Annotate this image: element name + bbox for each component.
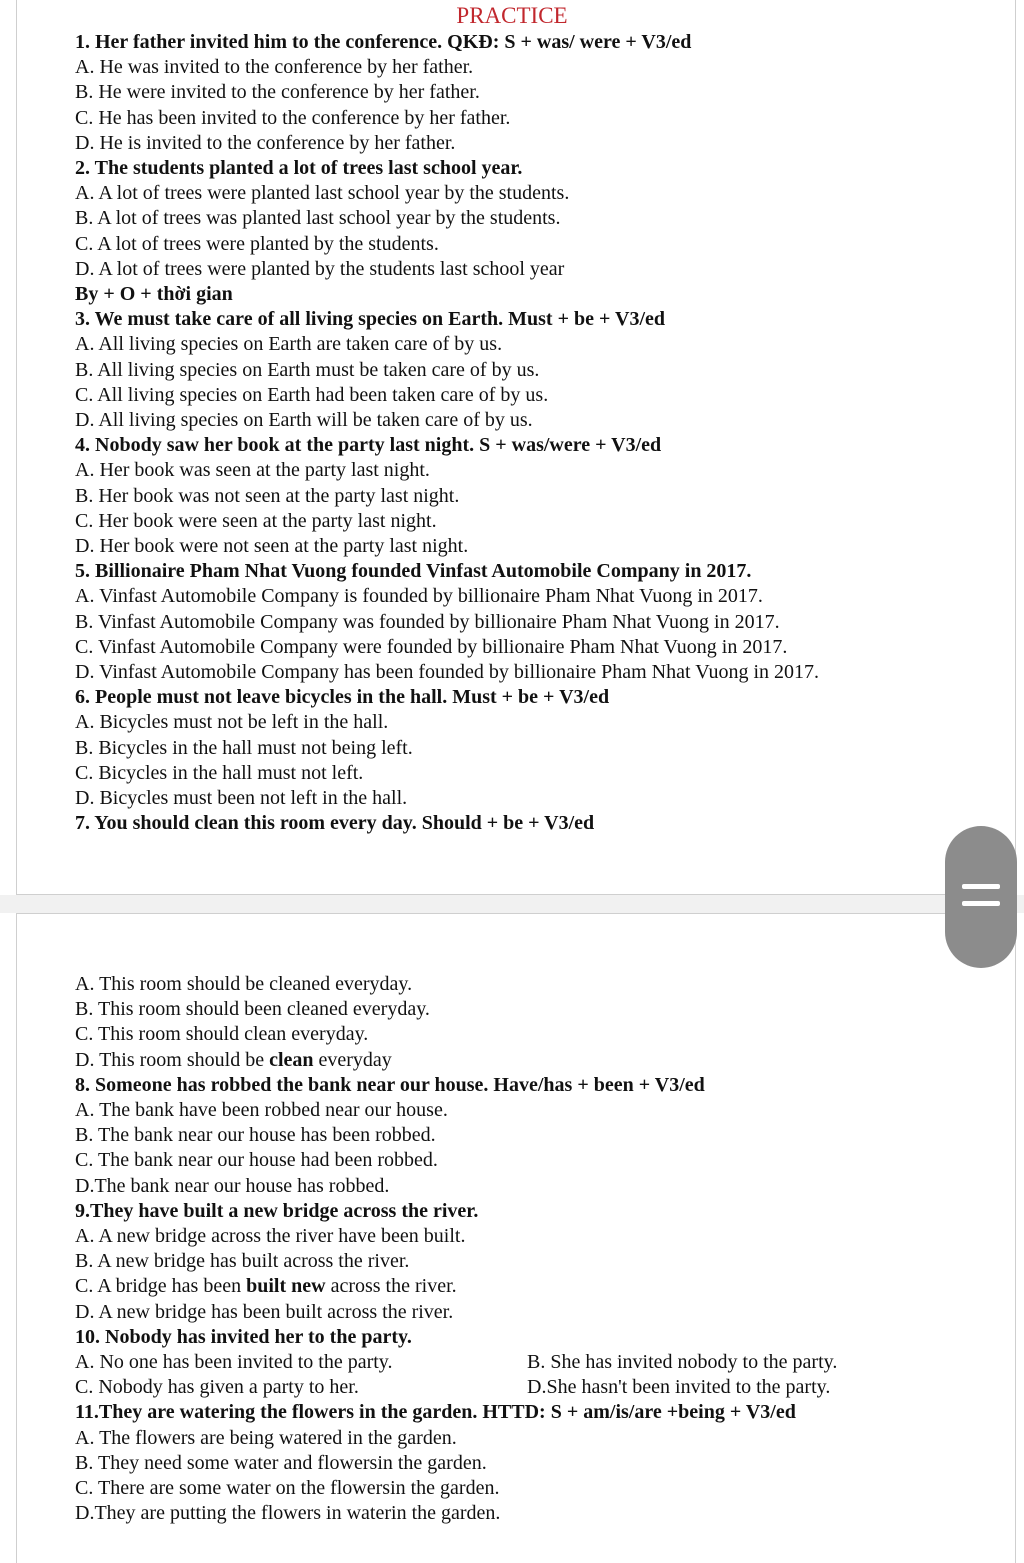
question-line — [75, 30, 691, 54]
option-line — [75, 232, 439, 256]
line-text: A. Her book was seen at the party last night. — [75, 459, 430, 482]
line-text: C. Her book were seen at the party last night. — [75, 509, 437, 532]
option-line — [75, 1048, 392, 1072]
line-text: A. The bank have been robbed near our house. — [75, 1099, 448, 1121]
line-text: D. Vinfast Automobile Company has been founded by billionaire Pham Nhat Vuong in 2017. — [75, 661, 819, 683]
line-text: B. This room should been cleaned everyday. — [75, 998, 430, 1021]
line-text: C. Vinfast Automobile Company were founded by billionaire Pham Nhat Vuong in 2017. — [75, 635, 788, 658]
line-text: 6. People must not leave bicycles in the hall. — [75, 686, 453, 709]
option-line — [75, 358, 539, 382]
question-line — [75, 1199, 478, 1223]
question-line — [75, 559, 751, 583]
option-line — [75, 1300, 453, 1324]
line-text: A. A new bridge across the river have been built. — [75, 1225, 466, 1247]
option-line — [75, 458, 430, 482]
option-line — [75, 80, 480, 104]
line-text: A. A lot of trees were planted last school year by the students. — [75, 182, 570, 205]
option-line — [75, 408, 533, 432]
option-line — [75, 257, 564, 281]
option-line — [75, 660, 819, 684]
question-line — [75, 156, 522, 180]
grammar-hint: S + was/were + V3/ed — [479, 434, 662, 457]
question-line — [75, 433, 661, 457]
grammar-hint: Must + be + V3/ed — [508, 308, 666, 331]
option-line — [75, 997, 430, 1021]
line-text: By + O + thời gian — [75, 283, 233, 305]
grammar-hint: HTTD: S + am/is/are +being + V3/ed — [482, 1401, 796, 1424]
option-line — [75, 131, 455, 155]
bold-word: built new — [246, 1275, 326, 1298]
option-line — [75, 509, 437, 533]
line-text: D. Her book were not seen at the party last night. — [75, 535, 469, 557]
line-text: 5. Billionaire Pham Nhat Vuong founded Vinfast Automobile Company in 2017. — [75, 560, 752, 583]
scroll-handle[interactable] — [945, 826, 1017, 968]
option-line — [75, 736, 413, 760]
option-line — [75, 1098, 448, 1122]
line-text: D. Bicycles must been not left in the hall. — [75, 787, 408, 809]
page-gap — [0, 895, 1024, 913]
line-text: 4. Nobody saw her book at the party last night. — [75, 434, 480, 457]
option-line — [75, 1123, 436, 1147]
line-text: B. He were invited to the conference by her father. — [75, 81, 480, 104]
line-text: 11.They are watering the flowers in the garden. — [75, 1401, 483, 1424]
line-text: B. A lot of trees was planted last school year by the students. — [75, 207, 561, 230]
line-text: D. All living species on Earth will be taken care of by us. — [75, 409, 533, 431]
question-line — [75, 1073, 705, 1097]
option-line — [75, 1426, 457, 1450]
option-line — [75, 635, 787, 659]
line-text: A. Vinfast Automobile Company is founded by billionaire Pham Nhat Vuong in 2017. — [75, 585, 763, 608]
option-line — [75, 610, 780, 634]
line-text: A. Bicycles must not be left in the hall. — [75, 711, 389, 734]
option-c: C. Nobody has given a party to her. — [75, 1376, 359, 1399]
line-text: B. The bank near our house has been robbed. — [75, 1124, 436, 1147]
line-text: B. A new bridge has built across the river. — [75, 1250, 410, 1273]
option-line — [75, 1249, 409, 1273]
grammar-hint: Must + be + V3/ed — [452, 686, 610, 709]
line-text: C. There are some water on the flowersin the garden. — [75, 1477, 500, 1499]
line-text: 2. The students planted a lot of trees last school year. — [75, 157, 523, 179]
line-text: 9.They have built a new bridge across the river. — [75, 1199, 479, 1222]
line-text: 8. Someone has robbed the bank near our house. — [75, 1073, 494, 1096]
line-text: D.The bank near our house has robbed. — [75, 1174, 390, 1197]
grammar-hint: Have/has + been + V3/ed — [493, 1073, 705, 1096]
option-line — [75, 332, 502, 356]
option-line — [75, 1451, 487, 1475]
line-text: A. The flowers are being watered in the garden. — [75, 1426, 457, 1449]
line-text: 7. You should clean this room every day. — [75, 812, 422, 835]
line-text: B. Vinfast Automobile Company was founded by billionaire Pham Nhat Vuong in 2017. — [75, 610, 780, 633]
option-line — [75, 106, 510, 130]
line-text: B. Bicycles in the hall must not being left. — [75, 736, 413, 759]
grip-icon — [962, 884, 1000, 889]
line-text: A. All living species on Earth are taken care of by us. — [75, 333, 503, 356]
line-text: D. A new bridge has been built across the river. — [75, 1300, 454, 1323]
option-b: B. She has invited nobody to the party. — [527, 1351, 838, 1373]
option-line — [75, 383, 548, 407]
question-line — [75, 1400, 796, 1424]
line-text: C. A bridge has been — [75, 1275, 247, 1298]
option-line — [75, 484, 459, 508]
line-text: B. Her book was not seen at the party last night. — [75, 484, 460, 507]
option-line — [75, 1148, 438, 1172]
question-line — [75, 1325, 412, 1349]
page-title: PRACTICE — [456, 3, 568, 28]
bold-word: clean — [269, 1048, 314, 1071]
line-text: C. A lot of trees were planted by the students. — [75, 232, 439, 255]
line-text: D.They are putting the flowers in waterin the garden. — [75, 1502, 501, 1525]
option-line — [75, 1224, 465, 1248]
line-text: A. He was invited to the conference by her father. — [75, 56, 474, 79]
line-text: D. He is invited to the conference by her father. — [75, 131, 456, 154]
option-line — [75, 534, 468, 558]
line-text: D. A lot of trees were planted by the students last school year — [75, 257, 565, 280]
grip-icon — [962, 901, 1000, 906]
line-text: 3. We must take care of all living species on Earth. — [75, 308, 509, 331]
line-text: C. The bank near our house had been robbed. — [75, 1149, 438, 1172]
option-line — [75, 206, 560, 230]
option-line — [75, 1174, 389, 1198]
grammar-hint: QKĐ: S + was/ were + V3/ed — [447, 31, 692, 53]
question-line — [75, 811, 594, 835]
option-line — [75, 786, 407, 810]
option-line — [75, 55, 473, 79]
line-text: C. This room should clean everyday. — [75, 1023, 369, 1046]
line-text: B. They need some water and flowersin the garden. — [75, 1451, 487, 1474]
line-text: 10. Nobody has invited her to the party. — [75, 1325, 412, 1348]
line-text-end: everyday — [313, 1048, 392, 1071]
line-text: C. Bicycles in the hall must not left. — [75, 761, 364, 784]
option-line — [75, 181, 569, 205]
question-line — [75, 307, 665, 331]
question-line — [75, 282, 233, 306]
grammar-hint: Should + be + V3/ed — [421, 812, 595, 835]
option-line — [75, 972, 412, 996]
line-text: A. This room should be cleaned everyday. — [75, 973, 413, 995]
question-line — [75, 685, 609, 709]
line-text: D. This room should be — [75, 1048, 270, 1071]
line-text: 1. Her father invited him to the conference. — [75, 31, 448, 53]
option-a: A. No one has been invited to the party. — [75, 1351, 393, 1373]
option-line — [75, 761, 363, 785]
option-line — [75, 1476, 499, 1500]
line-text: C. He has been invited to the conference by her father. — [75, 106, 511, 129]
option-line — [75, 584, 763, 608]
line-text-end: across the river. — [325, 1275, 457, 1298]
option-d: D.She hasn't been invited to the party. — [527, 1376, 831, 1399]
option-line — [75, 710, 388, 734]
line-text: C. All living species on Earth had been taken care of by us. — [75, 383, 549, 406]
option-line — [75, 1274, 457, 1298]
option-line — [75, 1022, 368, 1046]
option-line — [75, 1501, 500, 1525]
line-text: B. All living species on Earth must be taken care of by us. — [75, 358, 540, 381]
